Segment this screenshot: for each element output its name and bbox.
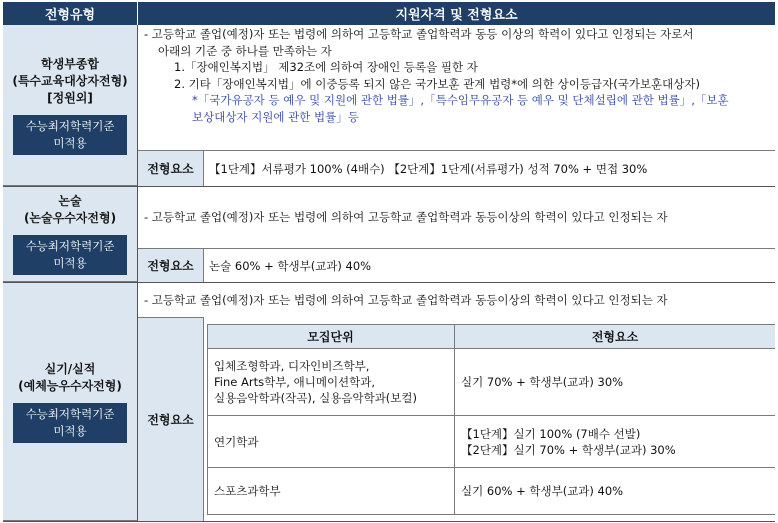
min-requirement-badge: 수능최저학력기준 미적용 [13, 235, 127, 275]
qualification-line: - 고등학교 졸업(예정)자 또는 법령에 의하여 고등학교 졸업학력과 동등이상의 학력이 있다고 인정되는 자 [144, 292, 668, 307]
divider [203, 317, 204, 521]
divider [137, 25, 138, 521]
divider [3, 521, 775, 522]
subtable-element-cell [455, 468, 775, 514]
subtable-unit-cell [208, 468, 454, 514]
element-line: 실기 70% + 학생부(교과) 30% [461, 375, 624, 389]
element-text: 논술 60% + 학생부(교과) 40% [209, 258, 372, 273]
subtable-header-unit: 모집단위 [207, 324, 454, 348]
qualification-footnote: 보상대상자 지원에 관한 법률」등 [192, 109, 359, 124]
header-qualification-column: 지원자격 및 전형요소 [138, 2, 775, 25]
divider [207, 324, 775, 325]
element-label: 전형요소 [138, 151, 203, 186]
subtable-element-cell [455, 349, 775, 415]
element-label: 전형요소 [138, 249, 203, 282]
element-text: 【1단계】서류평가 100% (4배수) 【2단계】1단계(서류평가) 성적 70% + 면접 30% [209, 161, 648, 176]
divider [203, 151, 204, 186]
header-type-column: 전형유형 [3, 2, 137, 25]
subtable-header-element: 전형요소 [455, 324, 775, 348]
divider [203, 249, 204, 282]
qualification-line: 아래의 기준 중 하나를 만족하는 자 [158, 43, 332, 58]
min-requirement-badge: 수능최저학력기준 미적용 [13, 403, 127, 443]
unit-line: Fine Arts학부, 애니메이션학과, [214, 375, 376, 389]
unit-line: 연기학과 [214, 434, 259, 449]
qualification-line: 2. 기타「장애인복지법」에 이중등록 되지 않은 국가보훈 관계 법령*에 의한 상이등급자(국가보훈대상자) [174, 76, 700, 91]
type-name: 학생부종합 (특수교육대상자전형) [정원외] [12, 56, 128, 105]
element-line: 【1단계】실기 100% (7배수 선발) [461, 426, 641, 441]
type-name: 논술 (논술우수자전형) [23, 194, 117, 225]
element-label: 전형요소 [138, 317, 203, 521]
type-cell-essay [3, 187, 137, 282]
unit-line: 입체조형학과, 디자인비즈학부, [214, 359, 370, 373]
qualification-footnote: *「국가유공자 등 예우 및 지원에 관한 법률」,「특수임무유공자 등 예우 및 단체설립에 관한 법률」,「보훈 [192, 93, 729, 107]
qualification-text [138, 26, 775, 150]
subtable-unit-cell [208, 416, 454, 467]
subtable-unit-cell [208, 349, 454, 415]
type-cell-arts-sports [3, 283, 137, 521]
divider [207, 514, 775, 515]
qualification-line: - 고등학교 졸업(예정)자 또는 법령에 의하여 고등학교 졸업학력과 동등이상의 학력이 있다고 인정되는 자 [144, 210, 668, 225]
divider [138, 317, 204, 318]
element-line: 【2단계】실기 70% + 학생부(교과) 30% [461, 442, 676, 457]
qualification-line: 1.「장애인복지법」 제32조에 의하여 장애인 등록을 필한 자 [174, 60, 478, 74]
subtable-element-cell [455, 416, 775, 467]
qualification-text [138, 283, 775, 317]
type-cell-special-education [3, 25, 137, 186]
qualification-text [138, 187, 775, 248]
unit-line: 스포츠과학부 [214, 484, 281, 498]
unit-line: 실용음악학과(작곡), 실용음악학과(보컬) [214, 391, 417, 405]
type-name: 실기/실적 (예체능우수자전형) [18, 361, 122, 393]
min-requirement-badge: 수능최저학력기준 미적용 [13, 115, 127, 155]
qualification-line: - 고등학교 졸업(예정)자 또는 법령에 의하여 고등학교 졸업학력과 동등 이상의 학력이 있다고 인정되는 자로서 [144, 27, 694, 41]
element-line: 실기 60% + 학생부(교과) 40% [461, 484, 624, 498]
